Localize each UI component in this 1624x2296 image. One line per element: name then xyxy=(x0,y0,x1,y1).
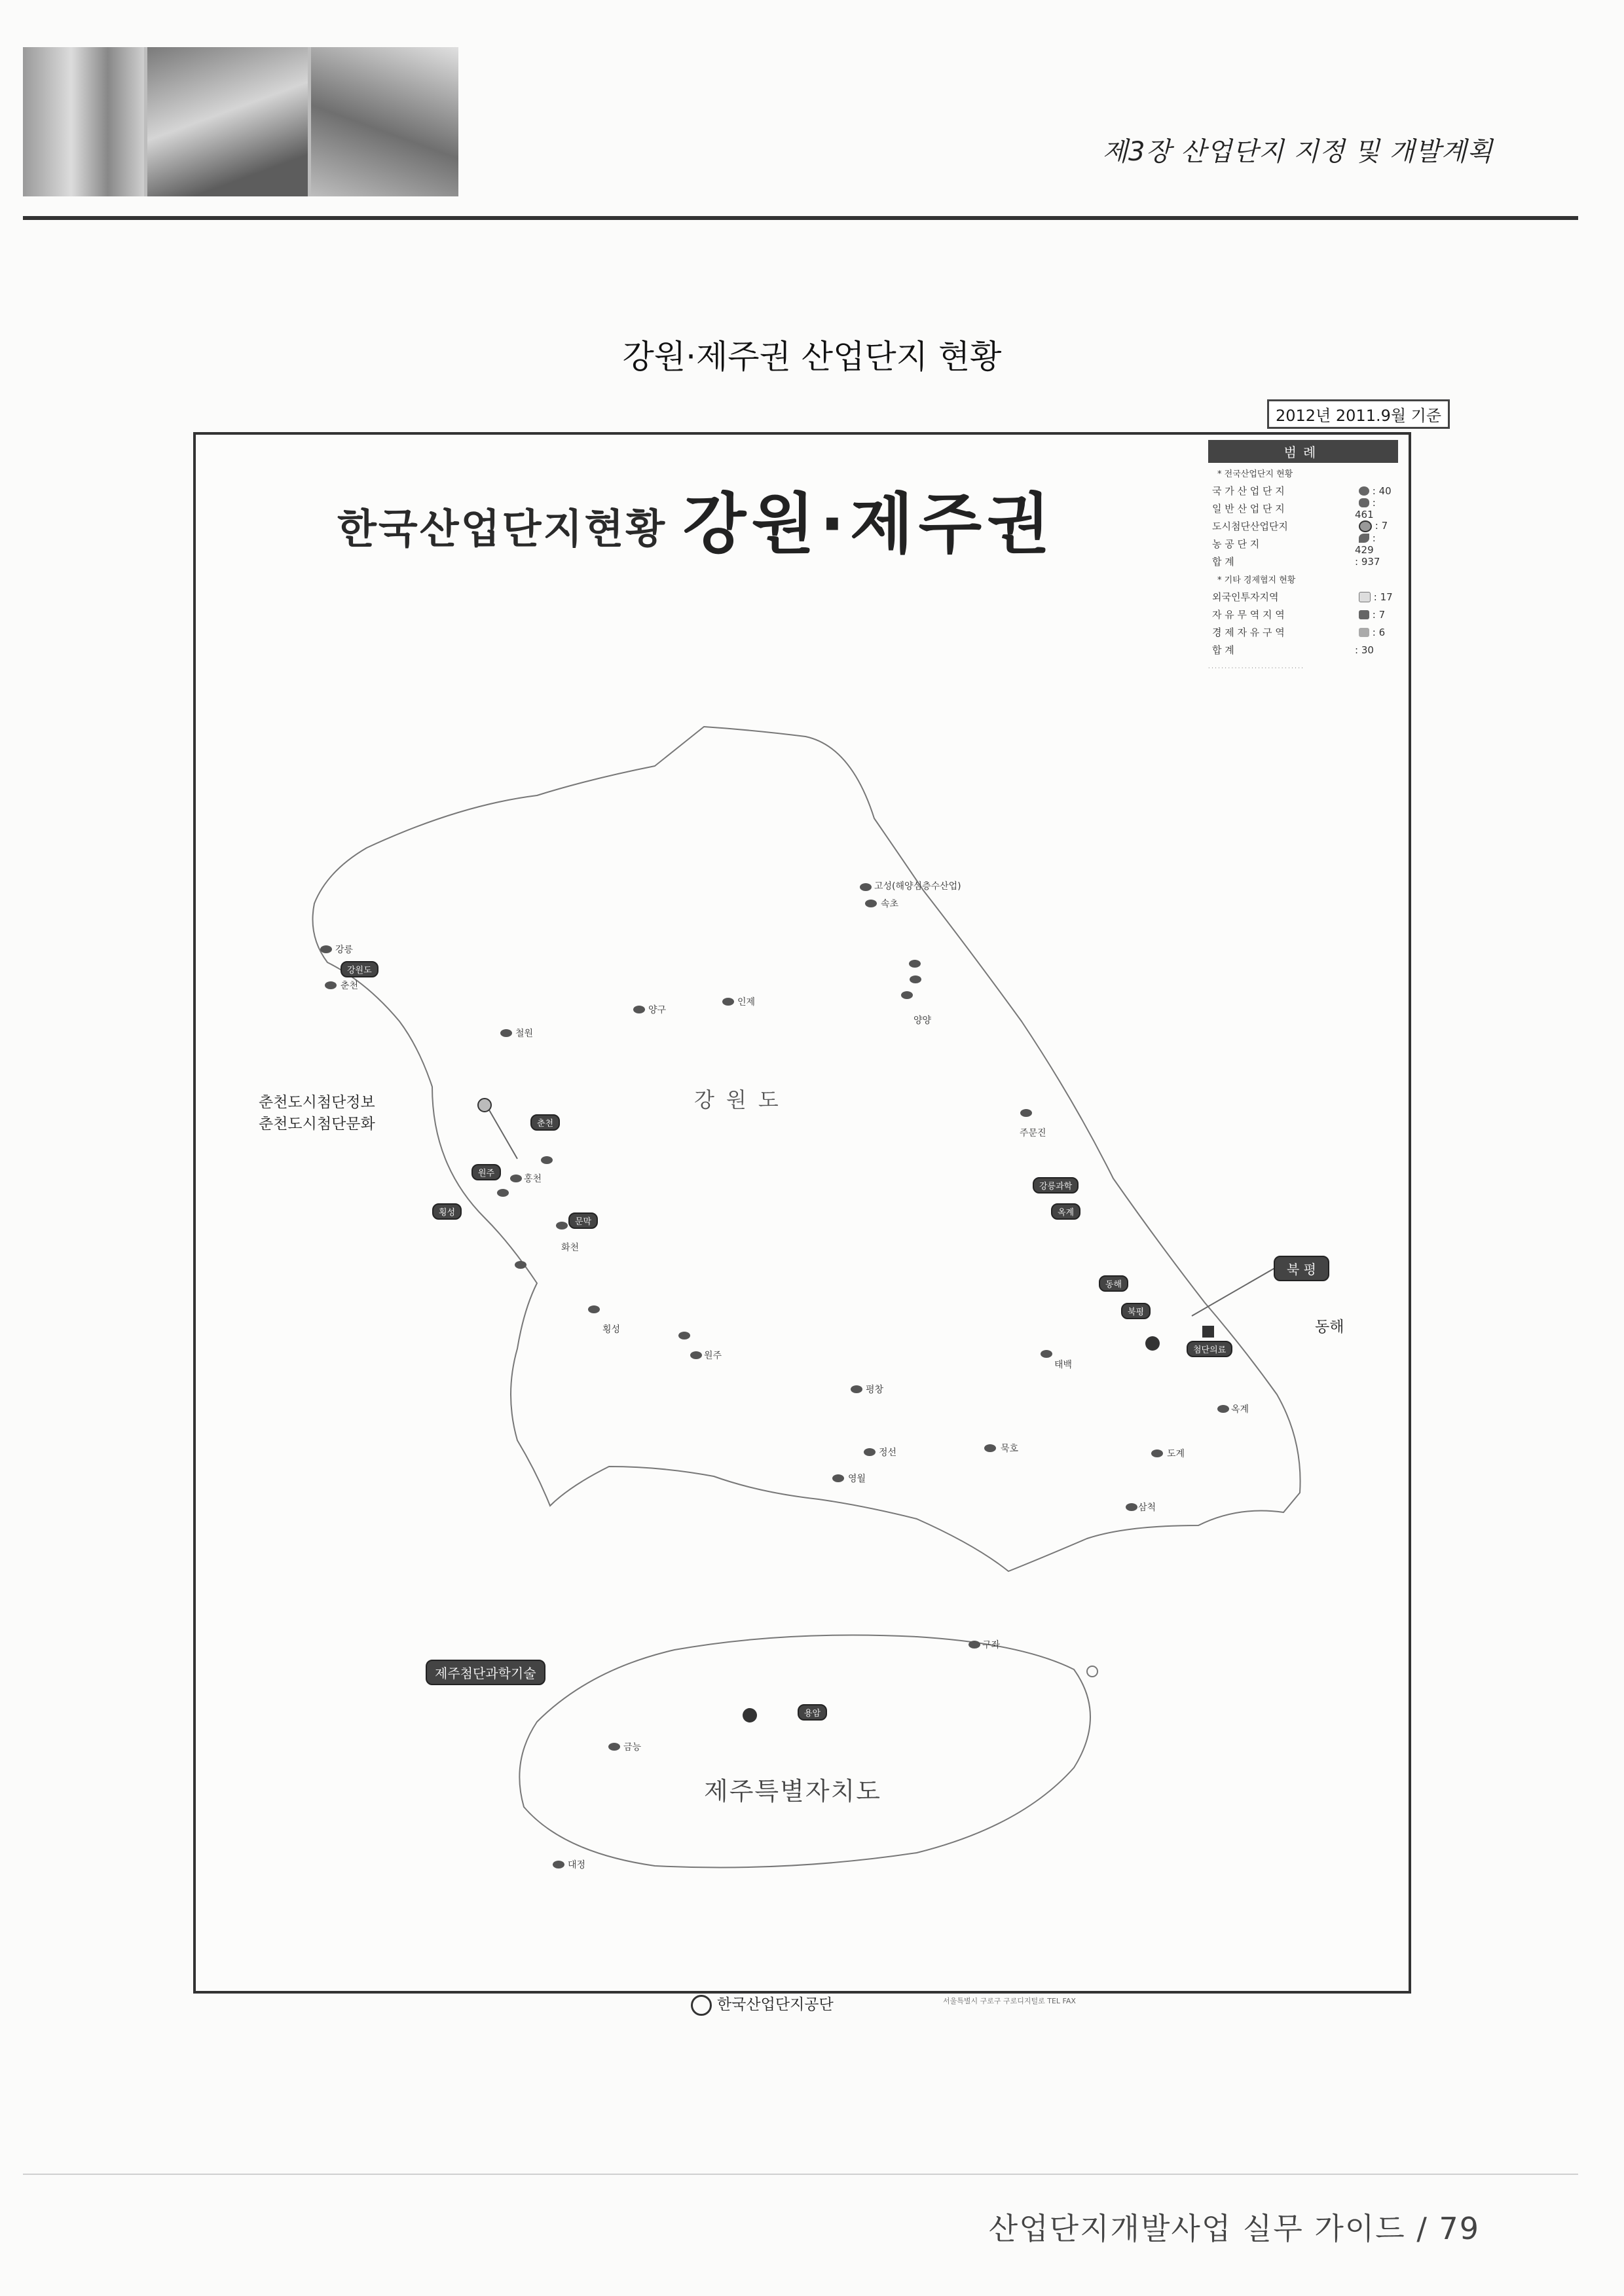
place-label: 횡성 xyxy=(602,1324,621,1335)
complex-marker xyxy=(515,1261,526,1269)
jeju-islet-icon xyxy=(1087,1666,1098,1677)
complex-marker xyxy=(1126,1503,1137,1511)
complex-marker xyxy=(510,1175,522,1182)
legend-row: 자 유 무 역 지 역 : 7 xyxy=(1212,608,1386,621)
complex-marker xyxy=(722,998,734,1006)
page-footer: 산업단지개발사업 실무 가이드 / 79 xyxy=(988,2211,1480,2246)
legend-section-2: * 기타 경제협지 현황 xyxy=(1217,575,1296,585)
complex-pill: 북평 xyxy=(1121,1303,1151,1319)
complex-marker xyxy=(497,1189,509,1197)
place-label: 옥계 xyxy=(1231,1404,1249,1415)
legend-row: 합 계 : 937 xyxy=(1212,555,1380,568)
complex-marker xyxy=(910,975,921,983)
place-label: 원주 xyxy=(704,1351,722,1361)
legend-row: 외국인투자지역 : 17 xyxy=(1212,591,1393,603)
complex-marker xyxy=(901,991,913,999)
legend-section-1: * 전국산업단지 현황 xyxy=(1217,469,1293,479)
bukpyeong-pill: 북 평 xyxy=(1274,1256,1329,1281)
complex-pill: 강릉과학 xyxy=(1033,1177,1079,1194)
org-logo-icon xyxy=(691,1995,712,2016)
document-title: 강원·제주권 산업단지 현황 xyxy=(622,338,1002,376)
date-label: 2012년 2011.9월 기준 xyxy=(1267,399,1450,429)
complex-pill: 첨단의료 xyxy=(1187,1341,1232,1357)
complex-marker xyxy=(851,1385,862,1393)
place-label: 양양 xyxy=(913,1015,932,1026)
map-title-prefix: 한국산업단지현황 xyxy=(337,505,667,553)
place-label: 주문진 xyxy=(1020,1128,1046,1139)
complex-pill: 문막 xyxy=(568,1212,598,1229)
complex-marker xyxy=(1020,1109,1032,1117)
chuncheon-hightech-culture-label: 춘천도시첨단문화 xyxy=(259,1116,375,1133)
legend-heading: 범례 xyxy=(1208,440,1398,463)
complex-marker xyxy=(633,1006,645,1013)
complex-pill: 횡성 xyxy=(432,1203,462,1220)
legend-row: 일 반 산 업 단 지 : 461 xyxy=(1212,496,1376,520)
place-label: 화천 xyxy=(561,1243,580,1253)
region-jeju: 제주특별자치도 xyxy=(704,1777,881,1806)
complex-pill: 원주 xyxy=(471,1164,501,1180)
complex-pill: 강원도 xyxy=(341,961,378,977)
legend-row: 국 가 산 업 단 지 : 40 xyxy=(1212,484,1392,497)
legend-note-line: · · · · · · · · · · · · · · · · · · · · · · · · · · · · · xyxy=(1208,665,1303,671)
place-label: 양구 xyxy=(648,1005,667,1015)
complex-pill: 춘천 xyxy=(530,1114,560,1131)
chuncheon-hightech-info-label: 춘천도시첨단정보 xyxy=(259,1094,375,1111)
bottom-rule xyxy=(23,2174,1578,2175)
place-label: 영월 xyxy=(848,1474,866,1484)
complex-marker xyxy=(1217,1405,1229,1413)
complex-marker xyxy=(1151,1449,1163,1457)
free-trade-zone-marker xyxy=(1202,1326,1214,1338)
footer-org: 한국산업단지공단 xyxy=(691,1992,834,2016)
complex-marker xyxy=(1041,1350,1052,1358)
legend-row: 경 제 자 유 구 역 : 6 xyxy=(1212,626,1386,638)
place-label: 춘천 xyxy=(341,981,359,991)
gangwon-outline xyxy=(313,727,1301,1571)
place-label: 속초 xyxy=(881,899,899,909)
place-label: 태백 xyxy=(1054,1360,1073,1370)
complex-marker xyxy=(541,1156,553,1164)
complex-pill: 동해 xyxy=(1099,1275,1128,1292)
complex-marker xyxy=(608,1743,620,1751)
complex-marker xyxy=(553,1861,564,1868)
urban-hightech-complex-icon xyxy=(478,1099,491,1112)
place-label: 평창 xyxy=(866,1385,884,1395)
place-label: 대정 xyxy=(568,1860,586,1870)
complex-marker xyxy=(588,1305,600,1313)
leader-line xyxy=(1192,1267,1277,1316)
map-title-main: 강원·제주권 xyxy=(682,486,1056,562)
place-label: 금능 xyxy=(623,1742,642,1753)
legend-row: 도시첨단산업단지 : 7 xyxy=(1212,520,1388,532)
donghae-label: 동해 xyxy=(1315,1319,1344,1336)
place-label: 구좌 xyxy=(982,1640,1001,1650)
national-complex-marker xyxy=(1145,1336,1160,1351)
complex-marker xyxy=(678,1332,690,1339)
complex-marker xyxy=(860,883,872,891)
complex-marker xyxy=(690,1351,702,1359)
chapter-heading: 제3장 산업단지 지정 및 개발계획 xyxy=(1102,137,1493,167)
legend-row: 농 공 단 지 : 429 xyxy=(1212,532,1376,556)
region-gangwon: 강원도 xyxy=(694,1087,790,1112)
complex-marker xyxy=(832,1474,844,1482)
complex-marker xyxy=(500,1029,512,1037)
complex-marker xyxy=(865,900,877,907)
complex-pill: 용암 xyxy=(798,1704,827,1721)
complex-marker xyxy=(984,1444,996,1452)
place-label: 정선 xyxy=(879,1448,897,1458)
legend-row: 합 계 : 30 xyxy=(1212,644,1374,656)
complex-marker xyxy=(325,981,337,989)
place-label: 삼척 xyxy=(1138,1503,1156,1513)
jeju-outline xyxy=(519,1635,1090,1868)
place-label: 강릉 xyxy=(335,945,354,955)
complex-marker xyxy=(969,1641,980,1649)
national-complex-marker xyxy=(743,1708,757,1722)
footer-address: 서울특별시 구로구 구로디지털로 TEL FAX xyxy=(943,1997,1076,2005)
jeju-hightech-pill: 제주첨단과학기술 xyxy=(426,1660,545,1685)
complex-marker xyxy=(320,945,332,953)
complex-pill: 옥계 xyxy=(1051,1203,1080,1220)
place-label: 고성(해양심층수산업) xyxy=(874,881,961,892)
place-label: 홍천 xyxy=(524,1174,542,1184)
place-label: 도계 xyxy=(1167,1449,1185,1459)
complex-marker xyxy=(864,1448,876,1456)
complex-marker xyxy=(909,960,921,968)
place-label: 인제 xyxy=(737,997,756,1008)
place-label: 철원 xyxy=(515,1029,534,1039)
complex-marker xyxy=(556,1222,568,1230)
place-label: 묵호 xyxy=(1001,1444,1019,1454)
